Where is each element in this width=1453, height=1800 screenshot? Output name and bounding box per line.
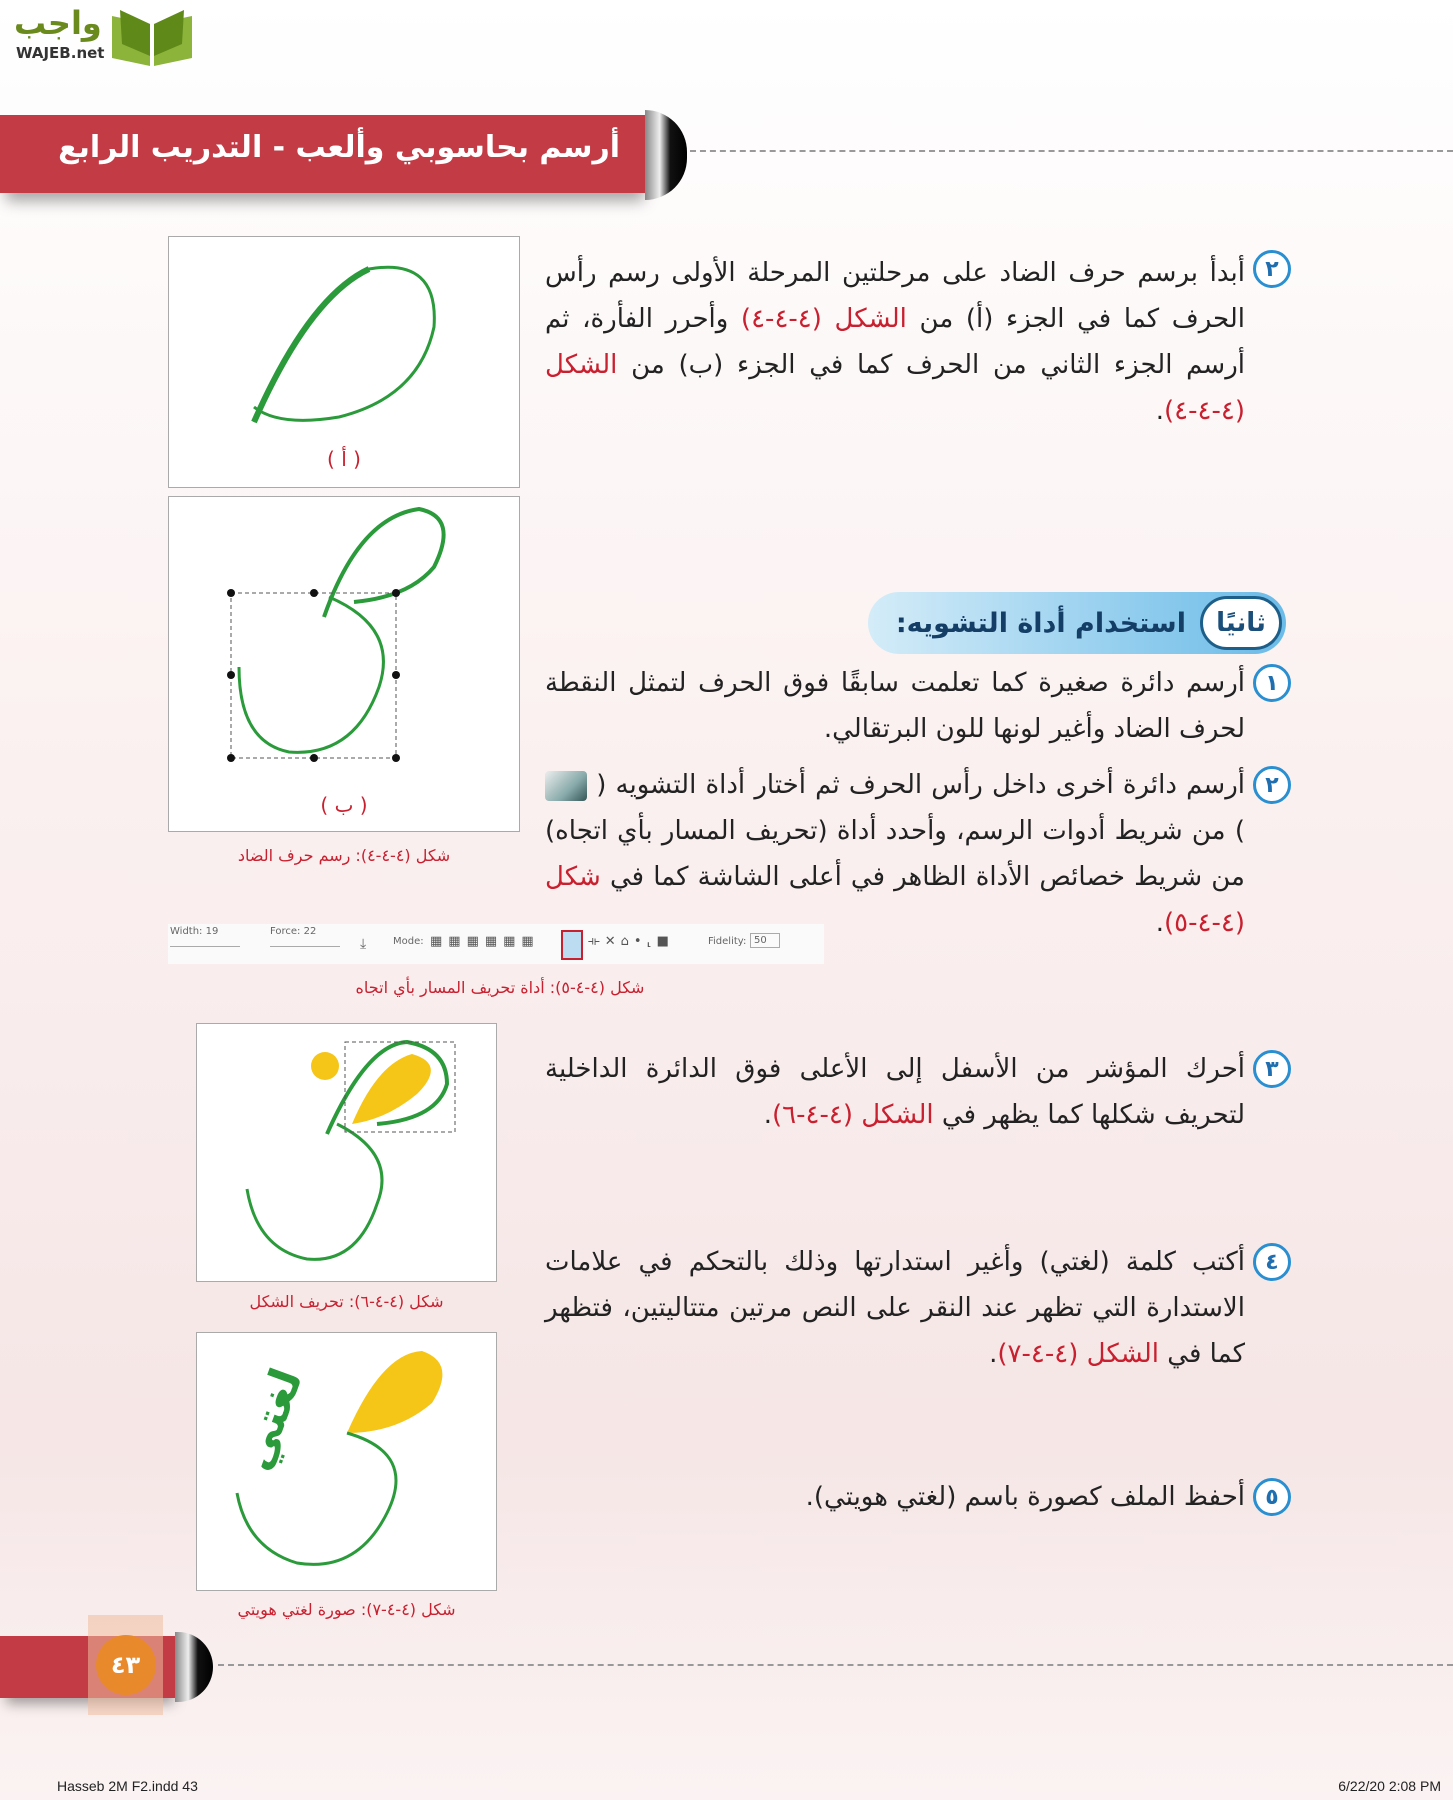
step-text [545, 250, 1245, 434]
figure-4-4-7-caption: شكل (٤-٤-٧): صورة لغتي هويتي [237, 1600, 456, 1619]
lughati-identity-image [197, 1333, 497, 1591]
text: وأحرر الفأرة، ثم أرسم الجزء الثاني من الحرف كما في الجزء (ب) من [545, 304, 1245, 380]
figure-4-4-4-caption: شكل (٤-٤-٤): رسم حرف الضاد [237, 846, 451, 865]
word-lughati: لغتي [229, 1361, 313, 1477]
section-header [868, 592, 1286, 654]
page-number-badge [88, 1615, 163, 1715]
figure-b-label: ( ب ) [320, 793, 368, 817]
bottom-divider [218, 1664, 1453, 1666]
step-number: ٢ [1253, 250, 1291, 288]
mode-buttons-more[interactable]: ⟛✕⌂•⸤■ [588, 934, 674, 949]
step-text: أحفظ الملف كصورة باسم (لغتي هويتي). [805, 1482, 1245, 1512]
step-text [545, 1046, 1245, 1138]
text: ) من شريط أدوات الرسم، وأحدد أداة (تحريف المسار بأي اتجاه) من شريط خصائص الأداة الظاهر في أعلى الشاشة كما في [545, 816, 1245, 892]
fidelity-input[interactable]: 50 [750, 933, 780, 948]
text: أبدأ برسم حرف الضاد على مرحلتين المرحلة الأولى رسم رأس الحرف كما في الجزء (أ) من [545, 258, 1245, 334]
text: . [763, 1100, 772, 1130]
dad-head-drawing [169, 237, 519, 447]
download-icon[interactable]: ⤓ [360, 936, 367, 952]
step-text [545, 762, 1245, 946]
mode-label: Mode: [393, 936, 424, 947]
figure-ref: الشكل (٤-٤-٧) [997, 1339, 1160, 1369]
figure-4-4-6-caption: شكل (٤-٤-٦): تحريف الشكل [249, 1292, 444, 1311]
section-badge: ثانيًا [1200, 596, 1282, 650]
figure-4-4-5-caption: شكل (٤-٤-٥): أداة تحريف المسار بأي اتجاه [355, 978, 645, 997]
text: أكتب كلمة (لغتي) وأغير استدارتها وذلك بالتحكم في علامات الاستدارة التي تظهر عند النقر على النص مرتين متتاليتين، فتظهر كما في [545, 1247, 1245, 1369]
text: أرسم دائرة أخرى داخل رأس الحرف ثم أختار أداة التشويه ( [587, 770, 1245, 800]
tool-properties-bar [168, 924, 824, 964]
step-number: ٢ [1253, 766, 1291, 804]
text: . [1155, 396, 1164, 426]
distorted-shape-drawing [197, 1024, 497, 1282]
step-text: أرسم دائرة صغيرة كما تعلمت سابقًا فوق الحرف لتمثل النقطة لحرف الضاد وأغير لونها للون البرتقالي. [545, 668, 1245, 744]
text: أحرك المؤشر من الأسفل إلى الأعلى فوق الدائرة الداخلية لتحريف شكلها كما يظهر في [545, 1054, 1245, 1130]
divider [690, 150, 1453, 152]
shove-mode-button[interactable] [561, 930, 583, 960]
figure-a-label: ( أ ) [327, 447, 361, 471]
chapter-title-bar [0, 115, 650, 193]
figure-4-4-7 [196, 1332, 497, 1591]
step-number: ١ [1253, 664, 1291, 702]
step-number: ٥ [1253, 1478, 1291, 1516]
figure-4-4-6 [196, 1023, 497, 1282]
title-bar-cap [645, 110, 687, 200]
figure-ref: الشكل (٤-٤-٤) [545, 350, 1245, 426]
page-bar-cap [175, 1632, 213, 1702]
step-number: ٤ [1253, 1243, 1291, 1281]
footer-file: Hasseb 2M F2.indd 43 [57, 1778, 198, 1794]
width-label: Width: 19 [170, 926, 219, 937]
force-slider[interactable] [270, 946, 340, 947]
figure-a [168, 236, 520, 488]
footer-date: 6/22/20 2:08 PM [1338, 1778, 1441, 1794]
book-icon [108, 6, 196, 68]
wajeb-logo [8, 4, 193, 70]
text: . [989, 1339, 998, 1369]
logo-english: WAJEB.net [16, 44, 105, 62]
wave-distort-icon [545, 771, 587, 801]
text: . [1155, 908, 1164, 938]
width-slider[interactable] [170, 946, 240, 947]
figure-ref: شكل (٤-٤-٥) [545, 862, 1245, 938]
logo-arabic: واجب [14, 4, 102, 42]
page-number: ٤٣ [96, 1635, 156, 1695]
mode-buttons[interactable]: ▦▦▦▦▦▦ [430, 934, 540, 949]
step-number: ٣ [1253, 1050, 1291, 1088]
figure-b [168, 496, 520, 832]
figure-ref: الشكل (٤-٤-٤) [740, 304, 907, 334]
page-title: أرسم بحاسوبي وألعب - التدريب الرابع [58, 130, 620, 165]
force-label: Force: 22 [270, 926, 317, 937]
figure-ref: الشكل (٤-٤-٦) [772, 1100, 934, 1130]
dad-full-drawing [169, 497, 519, 787]
fidelity-label: Fidelity: [708, 936, 747, 947]
step-text [545, 1239, 1245, 1377]
section-title: استخدام أداة التشويه: [895, 607, 1186, 639]
